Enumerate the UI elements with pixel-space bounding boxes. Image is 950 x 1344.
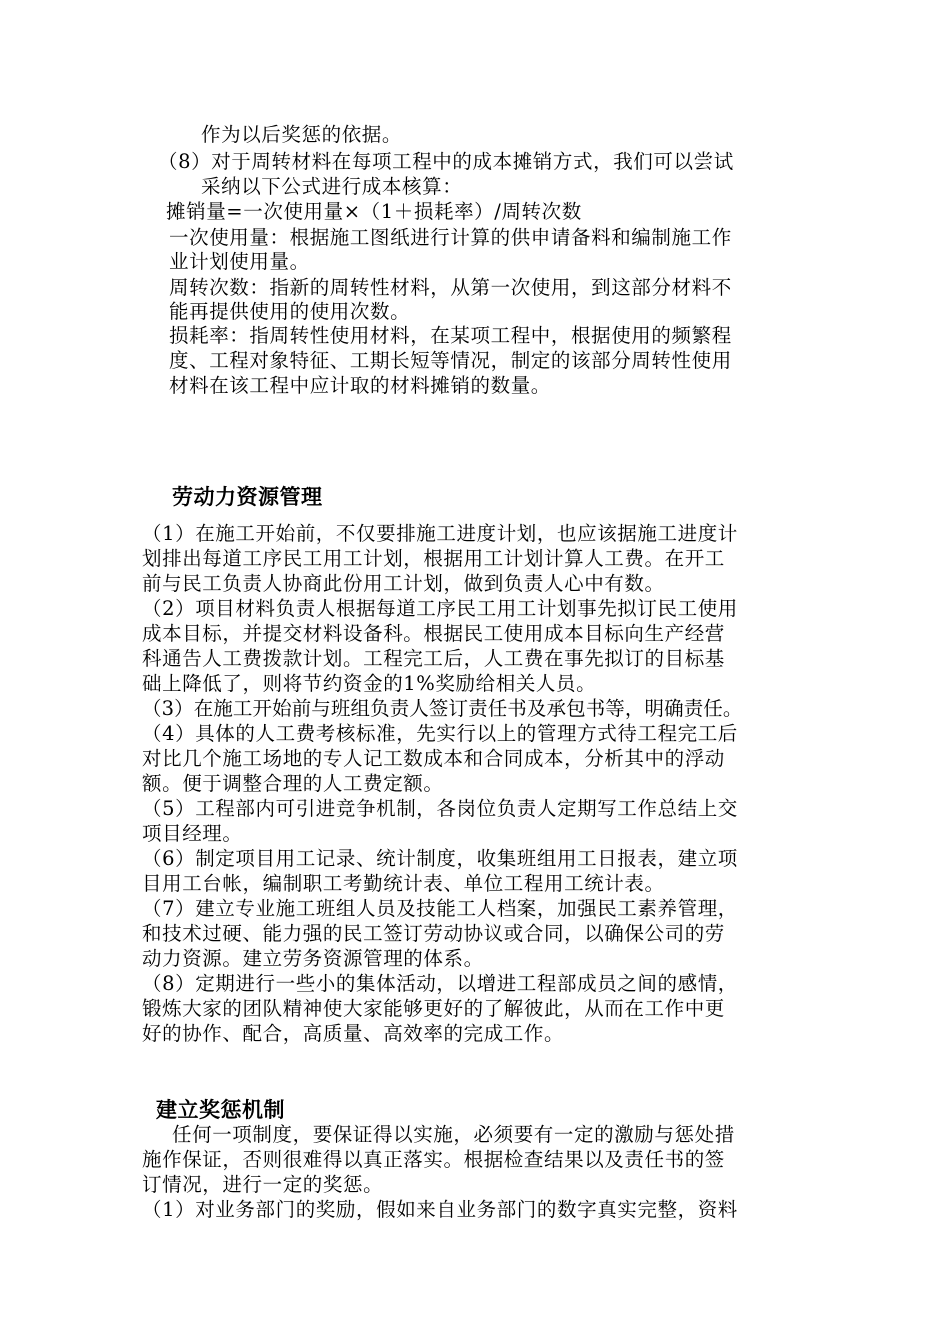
text-line: 度、工程对象特征、工期长短等情况，制定的该部分周转性使用 (169, 349, 732, 372)
text-line: （1）对业务部门的奖励，假如来自业务部门的数字真实完整，资料 (142, 1198, 738, 1221)
text-line: 成本目标，并提交材料设备科。根据民工使用成本目标向生产经营 (142, 622, 725, 645)
text-line: （5）工程部内可引进竞争机制，各岗位负责人定期写工作总结上交 (142, 797, 738, 820)
text-line: 锻炼大家的团队精神使大家能够更好的了解彼此，从而在工作中更 (142, 997, 725, 1020)
text-line: 采纳以下公式进行成本核算： (201, 175, 463, 198)
text-line: 好的协作、配合，高质量、高效率的完成工作。 (142, 1022, 565, 1045)
text-line: 一次使用量：根据施工图纸进行计算的供申请备料和编制施工作 (169, 226, 732, 249)
text-line: （2）项目材料负责人根据每道工序民工用工计划事先拟订民工使用 (142, 597, 738, 620)
text-line: （1）在施工开始前，不仅要排施工进度计划，也应该据施工进度计 (142, 522, 738, 545)
text-line: （4）具体的人工费考核标准，先实行以上的管理方式待工程完工后 (142, 722, 738, 745)
text-line: 础上降低了，则将节约资金的1%奖励给相关人员。 (142, 672, 597, 695)
text-line: 划排出每道工序民工用工计划，根据用工计划计算人工费。在开工 (142, 547, 725, 570)
text-line: 损耗率：指周转性使用材料，在某项工程中，根据使用的频繁程 (169, 324, 732, 347)
section-heading: 劳动力资源管理 (172, 485, 323, 509)
text-line: 作为以后奖惩的依据。 (201, 123, 403, 146)
text-line: 材料在该工程中应计取的材料摊销的数量。 (169, 374, 551, 397)
text-line: 科通告人工费拨款计划。工程完工后，人工费在事先拟订的目标基 (142, 647, 725, 670)
text-line: （8）定期进行一些小的集体活动，以增进工程部成员之间的感情， (142, 972, 738, 995)
text-line: 对比几个施工场地的专人记工数成本和合同成本，分析其中的浮动 (142, 747, 725, 770)
text-line: 任何一项制度，要保证得以实施，必须要有一定的激励与惩处措 (172, 1123, 735, 1146)
text-line: （7）建立专业施工班组人员及技能工人档案，加强民工素养管理， (142, 897, 738, 920)
text-line: 项目经理。 (142, 822, 243, 845)
text-line: 周转次数：指新的周转性材料，从第一次使用，到这部分材料不 (169, 276, 732, 299)
text-line: 动力资源。建立劳务资源管理的体系。 (142, 947, 484, 970)
text-line: （8）对于周转材料在每项工程中的成本摊销方式，我们可以尝试 (158, 150, 734, 173)
text-line: 施作保证，否则很难得以真正落实。根据检查结果以及责任书的签 (142, 1148, 725, 1171)
text-line: 和技术过硬、能力强的民工签订劳动协议或合同，以确保公司的劳 (142, 922, 725, 945)
section-heading: 建立奖惩机制 (156, 1098, 285, 1122)
text-line: 能再提供使用的使用次数。 (169, 300, 411, 323)
text-line: 目用工台帐，编制职工考勤统计表、单位工程用工统计表。 (142, 872, 665, 895)
text-line: 前与民工负责人协商此份用工计划，做到负责人心中有数。 (142, 572, 665, 595)
text-line: 订情况，进行一定的奖惩。 (142, 1173, 384, 1196)
text-line: 业计划使用量。 (169, 250, 310, 273)
text-line: 额。便于调整合理的人工费定额。 (142, 772, 444, 795)
formula-line: 摊销量=一次使用量×（1＋损耗率）/周转次数 (166, 200, 582, 223)
text-line: （3）在施工开始前与班组负责人签订责任书及承包书等，明确责任。 (142, 697, 743, 720)
text-line: （6）制定项目用工记录、统计制度，收集班组用工日报表，建立项 (142, 847, 738, 870)
